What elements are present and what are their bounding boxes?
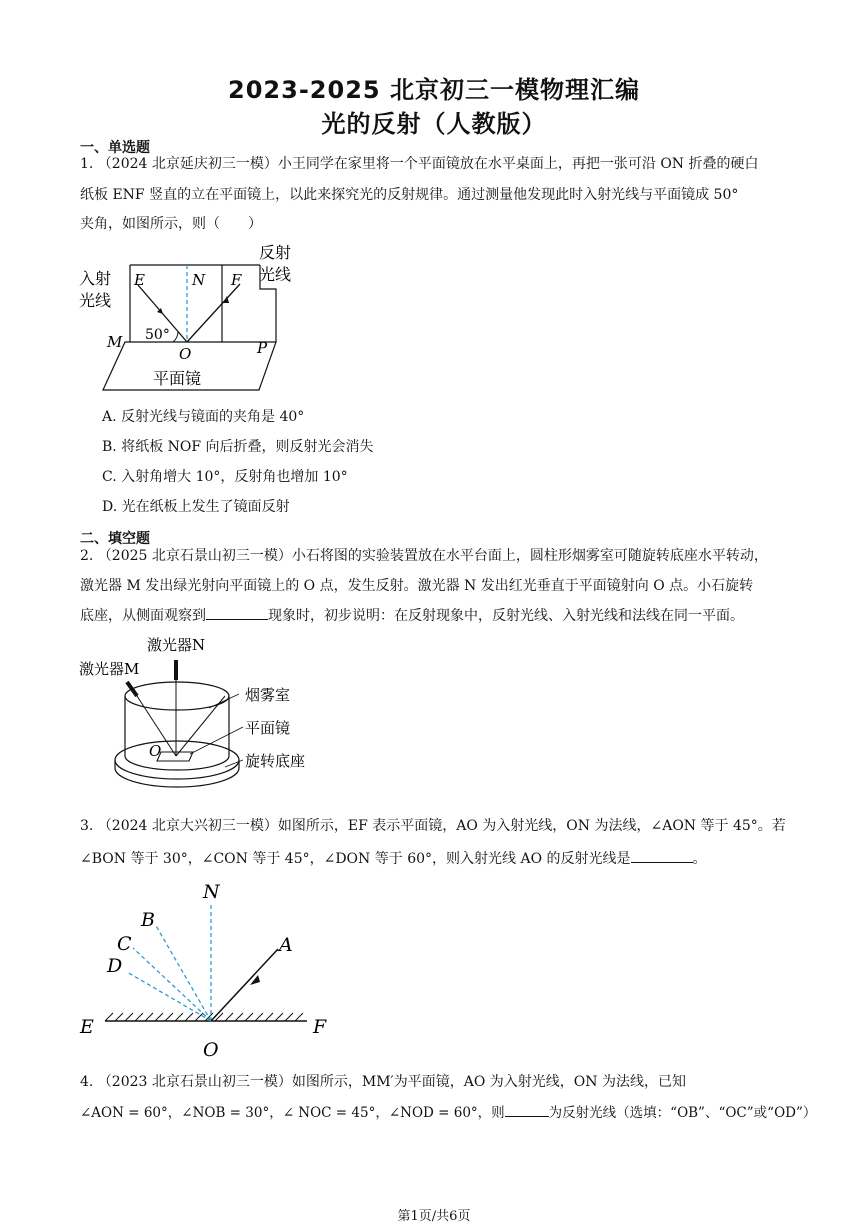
- q2-figure: [75, 632, 335, 797]
- q2-label-o: O: [149, 742, 162, 760]
- q2-label-base: 旋转底座: [245, 752, 306, 770]
- q3-incident-ray: [211, 949, 278, 1021]
- q2-text-line3: [80, 604, 800, 629]
- q3-answer-blank[interactable]: [631, 848, 693, 863]
- q3-text-line2-pre: ∠BON 等于 30°，∠CON 等于 45°，∠DON 等于 60°，则入射光线 AO 的反射光线是: [80, 851, 631, 867]
- q3-ray-od: [127, 972, 211, 1021]
- q1-text-line1: 1. （2024 北京延庆初三一模）小王同学在家里将一个平面镜放在水平桌面上，再把一张可沿 ON 折叠的硬白: [80, 156, 759, 172]
- q2-label-smoke: 烟雾室: [245, 686, 291, 704]
- q3-ray-ob: [155, 924, 211, 1021]
- q4-answer-blank[interactable]: [505, 1102, 549, 1117]
- q2-laser-m: [127, 682, 137, 696]
- q1-label-o: O: [179, 345, 192, 363]
- q1-text-line3: 夹角，如图所示，则（ ）: [80, 216, 262, 232]
- q3-text-line2: [80, 847, 800, 872]
- q1-label-n: N: [192, 271, 206, 289]
- q3-label-a: A: [279, 934, 293, 956]
- q2-label-laser-n: 激光器N: [147, 636, 206, 654]
- q1-option-a: A. 反射光线与镜面的夹角是 40°: [102, 409, 305, 425]
- q2-label-mirror: 平面镜: [245, 719, 291, 737]
- q1-label-incident-2: 光线: [79, 291, 112, 310]
- section-heading-fill-blank: 二、填空题: [80, 531, 150, 547]
- q3-label-o: O: [203, 1039, 219, 1061]
- page-title: 2023-2025 北京初三一模物理汇编: [228, 76, 640, 104]
- q3-text-line2-post: 。: [692, 851, 707, 867]
- q2-text-line3-post: 现象时，初步说明：在反射现象中，反射光线、入射光线和法线在同一平面。: [268, 608, 744, 624]
- q1-reflected-ray: [187, 284, 240, 342]
- q1-option-b: B. 将纸板 NOF 向后折叠，则反射光会消失: [102, 439, 374, 455]
- q1-label-angle: 50°: [145, 327, 170, 343]
- q1-label-f: F: [231, 271, 242, 289]
- q4-text-line2: [80, 1101, 817, 1126]
- q3-label-f: F: [313, 1016, 327, 1038]
- q3-figure: [75, 880, 345, 1065]
- q1-figure: [75, 240, 315, 400]
- q1-label-incident-1: 入射: [79, 269, 112, 288]
- page-subtitle: 光的反射（人教版）: [321, 110, 547, 138]
- section-heading-single-choice: 一、单选题: [80, 140, 150, 156]
- q3-label-n: N: [203, 881, 220, 903]
- q2-mirror: [157, 752, 193, 761]
- q2-text-line1: 2. （2025 北京石景山初三一模）小石将图的实验装置放在水平台面上，圆柱形烟雾室可随旋转底座水平转动，: [80, 548, 768, 564]
- q4-text-line2-post: 为反射光线（选填：“OB”、“OC”或“OD”）: [548, 1105, 817, 1121]
- q3-ray-oc: [133, 948, 211, 1021]
- q1-label-mirror: 平面镜: [153, 369, 202, 388]
- q2-answer-blank[interactable]: [206, 605, 268, 620]
- q1-option-c: C. 入射角增大 10°，反射角也增加 10°: [102, 469, 348, 485]
- q4-text-line1: 4. （2023 北京石景山初三一模）如图所示，MM′为平面镜，AO 为入射光线，ON 为法线，已知: [80, 1074, 686, 1090]
- q3-label-d: D: [107, 955, 123, 977]
- q2-text-line3-pre: 底座，从侧面观察到: [80, 608, 206, 624]
- q3-label-e: E: [80, 1016, 94, 1038]
- q4-text-line2-pre: ∠AON = 60°，∠NOB = 30°，∠ NOC = 45°，∠NOD = 60°，则: [80, 1105, 505, 1121]
- q2-label-laser-m: 激光器M: [79, 660, 140, 678]
- q3-label-c: C: [117, 933, 132, 955]
- q1-option-d: D. 光在纸板上发生了镜面反射: [102, 499, 290, 515]
- q1-label-m: M: [107, 333, 123, 351]
- q3-text-line1: 3. （2024 北京大兴初三一模）如图所示，EF 表示平面镜，AO 为入射光线，ON 为法线，∠AON 等于 45°。若: [80, 818, 786, 834]
- q1-label-e: E: [134, 271, 145, 289]
- q3-label-b: B: [141, 909, 155, 931]
- q2-text-line2: 激光器 M 发出绿光射向平面镜上的 O 点，发生反射。激光器 N 发出红光垂直于平面镜射向 O 点。小石旋转: [80, 578, 754, 594]
- q1-label-reflected-1: 反射: [259, 243, 292, 262]
- q2-laser-n: [174, 660, 178, 680]
- q1-label-reflected-2: 光线: [259, 265, 292, 284]
- q1-label-p: P: [257, 339, 268, 357]
- page-footer: 第1页/共6页: [397, 1209, 471, 1224]
- q1-text-line2: 纸板 ENF 竖直的立在平面镜上，以此来探究光的反射规律。通过测量他发现此时入射光线与平面镜成 50°: [80, 187, 739, 203]
